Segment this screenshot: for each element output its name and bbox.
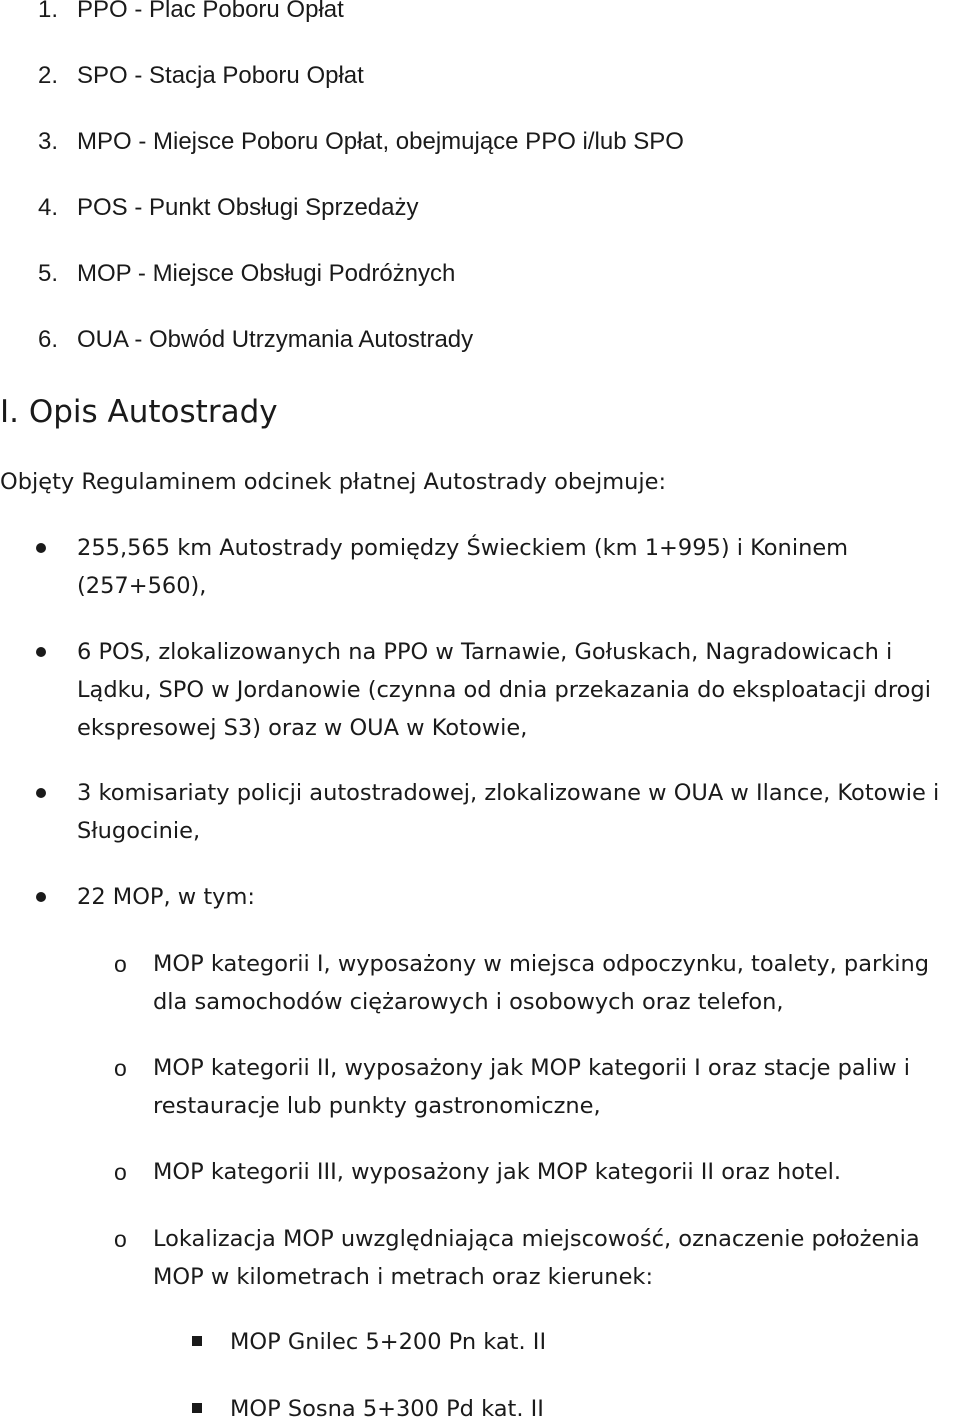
bullet-dot-icon xyxy=(36,788,46,798)
sub-bullet-text: MOP kategorii III, wyposażony jak MOP kategorii II oraz hotel. xyxy=(153,1159,842,1185)
sub-bullet-marker: o xyxy=(114,1159,127,1185)
bullet-dot-icon xyxy=(36,892,46,902)
abbreviation-text: SPO - Stacja Poboru Opłat xyxy=(77,62,364,89)
section-intro: Objęty Regulaminem odcinek płatnej Autostrady obejmuje: xyxy=(0,469,667,495)
abbreviation-text: PPO - Plac Poboru Opłat xyxy=(77,0,344,23)
abbreviation-text: MPO - Miejsce Poboru Opłat, obejmujące PPO i/lub SPO xyxy=(77,128,684,155)
sub-bullet-marker: o xyxy=(114,951,127,977)
abbreviation-number: 6. xyxy=(38,326,59,353)
square-bullet-icon xyxy=(192,1403,202,1413)
abbreviation-number: 3. xyxy=(38,128,59,155)
abbreviation-number: 5. xyxy=(38,260,59,287)
abbreviation-text: OUA - Obwód Utrzymania Autostrady xyxy=(77,326,474,353)
sub-bullet-text: MOP kategorii II, wyposażony jak MOP kategorii I oraz stacje paliw i restauracje lub punkty gastronomiczne, xyxy=(153,1055,911,1119)
bullet-text: 3 komisariaty policji autostradowej, zlokalizowane w OUA w Ilance, Kotowie i Sługocinie, xyxy=(77,780,940,844)
abbreviation-number: 4. xyxy=(38,194,59,221)
sub-bullet-text: MOP kategorii I, wyposażony w miejsca odpoczynku, toalety, parking dla samochodów ciężarowych i osobowych oraz telefon, xyxy=(153,951,930,1015)
abbreviation-text: POS - Punkt Obsługi Sprzedaży xyxy=(77,194,419,221)
sub-bullet-marker: o xyxy=(114,1226,127,1252)
abbreviation-number: 1. xyxy=(38,0,59,23)
bullet-dot-icon xyxy=(36,543,46,553)
bullet-text: 6 POS, zlokalizowanych na PPO w Tarnawie, Gołuskach, Nagradowicach i Lądku, SPO w Jordanowie (czynna od dnia przekazania do eksploatacji drogi ekspresowej S3) oraz w OUA w Kotowie, xyxy=(77,639,931,741)
square-bullet-icon xyxy=(192,1336,202,1346)
sub-bullet-marker: o xyxy=(114,1055,127,1081)
section-heading: I. Opis Autostrady xyxy=(0,394,278,430)
location-text: MOP Gnilec 5+200 Pn kat. II xyxy=(230,1329,547,1355)
location-text: MOP Sosna 5+300 Pd kat. II xyxy=(230,1396,544,1422)
abbreviation-text: MOP - Miejsce Obsługi Podróżnych xyxy=(77,260,456,287)
bullet-text: 255,565 km Autostrady pomiędzy Świeckiem (km 1+995) i Koninem (257+560), xyxy=(77,535,849,599)
bullet-text: 22 MOP, w tym: xyxy=(77,884,255,910)
bullet-dot-icon xyxy=(36,647,46,657)
abbreviation-number: 2. xyxy=(38,62,59,89)
sub-bullet-text: Lokalizacja MOP uwzględniająca miejscowość, oznaczenie położenia MOP w kilometrach i metrach oraz kierunek: xyxy=(153,1226,920,1290)
